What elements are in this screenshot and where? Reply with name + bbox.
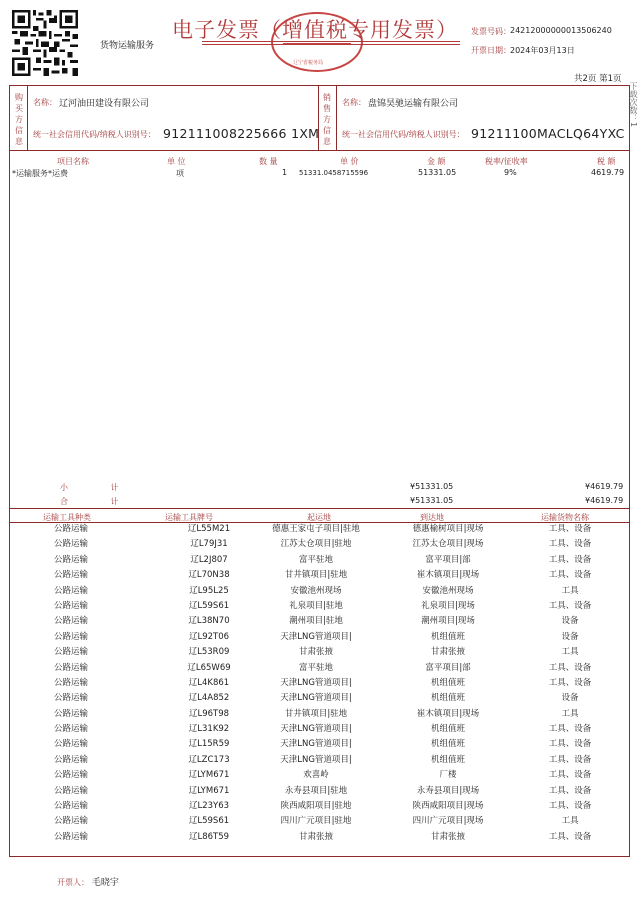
divider	[336, 85, 337, 150]
transport-goods: 工具、设备	[548, 785, 592, 796]
transport-to: 永寿县项目|现场	[416, 785, 480, 796]
issue-date: 2024年03月13日	[510, 46, 575, 55]
col-header-amount: 金 额	[427, 157, 446, 166]
transport-goods: 工具	[561, 585, 579, 596]
transport-type: 公路运输	[53, 600, 89, 611]
transport-goods: 工具、设备	[548, 677, 592, 688]
transport-plate: 辽L38N70	[188, 616, 230, 627]
buyer-name: 辽河油田建设有限公司	[59, 99, 150, 109]
seller-tax-label: 统一社会信用代码/纳税人识别号：	[342, 130, 465, 139]
transport-goods: 工具、设备	[548, 600, 592, 611]
transport-goods: 工具、设备	[548, 524, 592, 534]
transport-row	[10, 751, 629, 766]
buyer-tax-id: 912111008225666 1XM	[163, 126, 320, 141]
transport-plate: 辽L4A852	[188, 693, 230, 704]
transport-from: 安徽池州现场	[290, 585, 342, 596]
transport-from: 天津LNG管道项目|	[280, 724, 352, 735]
transport-to: 安徽池州现场	[422, 585, 474, 596]
col-header-price: 单 价	[340, 157, 359, 166]
transport-plate: 辽L2J807	[190, 554, 228, 565]
transport-from: 甘井镇项目|驻地	[284, 570, 348, 581]
buyer-name-label: 名称：	[33, 98, 57, 107]
invoice-number: 24212000000013506240	[510, 26, 612, 35]
title-underline	[202, 41, 460, 42]
transport-to: 机组值班	[430, 724, 466, 735]
transport-goods: 工具、设备	[548, 754, 592, 765]
transport-to: 江苏太仓项目|现场	[412, 539, 484, 550]
transport-plate: 辽L95L25	[189, 585, 229, 596]
transport-type: 公路运输	[53, 539, 89, 550]
transport-from: 四川广元项目|驻地	[280, 816, 352, 827]
transport-plate: 辽L70N38	[188, 570, 230, 581]
transport-row	[10, 689, 629, 704]
transport-type: 公路运输	[53, 785, 89, 796]
transport-goods: 设备	[561, 616, 579, 627]
transport-row	[10, 566, 629, 581]
transport-from: 天津LNG管道项目|	[280, 739, 352, 750]
transport-type: 公路运输	[53, 524, 89, 534]
issuer-name: 毛晓宇	[91, 878, 119, 888]
transport-plate: 辽L23Y63	[188, 801, 230, 812]
transport-to: 礼泉项目|现场	[421, 600, 475, 611]
transport-plate: 辽L86T59	[188, 831, 230, 842]
transport-to: 机组值班	[430, 739, 466, 750]
transport-to: 德惠榆树项目|现场	[412, 524, 484, 534]
item-qty: 1	[282, 168, 288, 177]
transport-goods: 工具	[561, 647, 579, 658]
issuer-label: 开票人：	[57, 878, 89, 887]
transport-plate: 辽L65W69	[187, 662, 231, 673]
seal-text: 辽宁省税务局	[293, 60, 324, 66]
issuer	[57, 875, 119, 888]
transport-to: 机组值班	[430, 754, 466, 765]
transport-type: 公路运输	[53, 677, 89, 688]
transport-type: 公路运输	[53, 801, 89, 812]
col-header-unit: 单 位	[167, 157, 186, 166]
transport-goods: 工具、设备	[548, 554, 592, 565]
transport-type: 公路运输	[53, 570, 89, 581]
transport-row	[10, 720, 629, 735]
qr-code-icon	[12, 10, 78, 76]
transport-row	[10, 628, 629, 643]
transport-from: 天津LNG管道项目|	[280, 693, 352, 704]
transport-plate: 辽L53R09	[188, 647, 230, 658]
item-rate: 9%	[504, 168, 517, 177]
transport-row	[10, 520, 629, 535]
transport-type: 公路运输	[53, 739, 89, 750]
total-tax: ¥4619.79	[585, 496, 624, 505]
transport-from: 富平驻地	[298, 662, 334, 673]
buyer-tax-label: 统一社会信用代码/纳税人识别号：	[33, 130, 156, 139]
subtotal-amount: ¥51331.05	[410, 482, 454, 491]
item-price: 51331.0458715596	[299, 169, 369, 177]
transport-from: 潮州项目|驻地	[289, 616, 343, 627]
seller-name: 盘锦昊驰运输有限公司	[368, 99, 459, 109]
transport-row	[10, 766, 629, 781]
transport-type: 公路运输	[53, 770, 89, 781]
transport-goods: 工具、设备	[548, 801, 592, 812]
transport-row	[10, 612, 629, 627]
subtotal-tax: ¥4619.79	[585, 482, 624, 491]
invoice-subtitle: 货物运输服务	[100, 41, 155, 51]
transport-row	[10, 643, 629, 658]
transport-to: 厂楼	[439, 770, 457, 781]
transport-header-type: 运输工具种类	[43, 513, 91, 522]
transport-plate: 辽L96T98	[188, 708, 230, 719]
transport-table	[10, 520, 629, 843]
transport-row	[10, 782, 629, 797]
buyer-section-label: 购 买 方 信 息	[15, 93, 23, 146]
col-header-qty: 数 量	[259, 157, 278, 166]
transport-type: 公路运输	[53, 831, 89, 842]
item-tax: 4619.79	[591, 168, 625, 177]
transport-from: 德惠王家屯子项目|驻地	[272, 524, 360, 534]
transport-row	[10, 828, 629, 843]
seller-tax-id: 91211100MACLQ64YXC	[471, 126, 625, 141]
transport-row	[10, 705, 629, 720]
transport-plate: 辽L15R59	[188, 739, 230, 750]
transport-plate: 辽L59S61	[188, 816, 230, 827]
transport-goods: 工具	[561, 816, 579, 827]
issue-date-label: 开票日期：	[471, 46, 511, 55]
transport-goods: 工具、设备	[548, 570, 592, 581]
transport-row	[10, 659, 629, 674]
transport-goods: 设备	[561, 693, 579, 704]
transport-goods: 工具	[561, 708, 579, 719]
transport-goods: 设备	[561, 631, 579, 642]
transport-goods: 工具、设备	[548, 724, 592, 735]
transport-plate: 辽L92T06	[188, 631, 230, 642]
seller-section-label: 销 售 方 信 息	[323, 93, 331, 146]
transport-header-goods: 运输货物名称	[541, 513, 589, 522]
transport-from: 江苏太仓项目|驻地	[280, 539, 352, 550]
transport-to: 富平项目|部	[425, 662, 471, 673]
transport-to: 富平项目|部	[425, 554, 471, 565]
transport-type: 公路运输	[53, 708, 89, 719]
transport-plate: 辽LYM671	[188, 785, 230, 796]
transport-from: 天津LNG管道项目|	[280, 677, 352, 688]
download-count: 下载次数：1	[629, 82, 638, 128]
transport-row	[10, 582, 629, 597]
transport-to: 崔木镇项目|现场	[416, 708, 480, 719]
transport-to: 甘肃张掖	[430, 647, 466, 658]
transport-goods: 工具、设备	[548, 831, 592, 842]
transport-type: 公路运输	[53, 616, 89, 627]
transport-from: 甘井镇项目|驻地	[284, 708, 348, 719]
transport-type: 公路运输	[53, 724, 89, 735]
transport-row	[10, 674, 629, 689]
transport-from: 富平驻地	[298, 554, 334, 565]
transport-plate: 辽L79J31	[190, 539, 228, 550]
transport-to: 甘肃张掖	[430, 831, 466, 842]
transport-goods: 工具、设备	[548, 539, 592, 550]
divider	[9, 508, 630, 509]
col-header-tax: 税 额	[597, 157, 616, 166]
transport-from: 天津LNG管道项目|	[280, 754, 352, 765]
total-amount: ¥51331.05	[410, 496, 454, 505]
transport-type: 公路运输	[53, 693, 89, 704]
transport-to: 潮州项目|现场	[421, 616, 475, 627]
transport-from: 甘肃张掖	[298, 831, 334, 842]
col-header-rate: 税率/征收率	[485, 157, 528, 166]
transport-to: 崔木镇项目|现场	[416, 570, 480, 581]
transport-from: 陕西咸阳项目|驻地	[280, 801, 352, 812]
subtotal-label: 小 计	[60, 483, 119, 492]
divider	[27, 85, 28, 150]
transport-plate: 辽LYM671	[188, 770, 230, 781]
total-label: 合 计	[60, 497, 119, 506]
transport-type: 公路运输	[53, 647, 89, 658]
title-underline	[202, 44, 460, 45]
item-name: *运输服务*运费	[12, 169, 68, 178]
transport-row	[10, 812, 629, 827]
transport-from: 欢喜岭	[303, 770, 329, 781]
transport-goods: 工具、设备	[548, 770, 592, 781]
transport-plate: 辽L55M21	[187, 524, 231, 534]
transport-type: 公路运输	[53, 631, 89, 642]
page-indicator: 共2页 第1页	[574, 74, 622, 84]
transport-to: 四川广元项目|现场	[412, 816, 484, 827]
invoice-number-label: 发票号码：	[471, 27, 511, 36]
transport-header-from: 起运地	[307, 513, 331, 522]
transport-from: 甘肃张掖	[298, 647, 334, 658]
transport-row	[10, 597, 629, 612]
transport-goods: 工具、设备	[548, 739, 592, 750]
transport-type: 公路运输	[53, 754, 89, 765]
item-unit: 项	[176, 169, 184, 178]
transport-type: 公路运输	[53, 554, 89, 565]
transport-header-plate: 运输工具牌号	[165, 513, 213, 522]
transport-type: 公路运输	[53, 585, 89, 596]
transport-to: 机组值班	[430, 693, 466, 704]
transport-plate: 辽L31K92	[188, 724, 230, 735]
transport-to: 陕西咸阳项目|现场	[412, 801, 484, 812]
item-amount: 51331.05	[418, 168, 457, 177]
transport-plate: 辽L59S61	[188, 600, 230, 611]
transport-row	[10, 735, 629, 750]
transport-row	[10, 797, 629, 812]
col-header-name: 项目名称	[57, 157, 89, 166]
transport-header-to: 到达地	[420, 513, 444, 522]
transport-row	[10, 551, 629, 566]
transport-to: 机组值班	[430, 631, 466, 642]
transport-from: 永寿县项目|驻地	[284, 785, 348, 796]
transport-plate: 辽L4K861	[188, 677, 230, 688]
invoice-title: 电子发票（增值税专用发票）	[172, 18, 458, 42]
transport-to: 机组值班	[430, 677, 466, 688]
divider	[9, 150, 630, 151]
transport-type: 公路运输	[53, 816, 89, 827]
transport-from: 礼泉项目|驻地	[289, 600, 343, 611]
transport-type: 公路运输	[53, 662, 89, 673]
seller-name-label: 名称：	[342, 98, 366, 107]
transport-from: 天津LNG管道项目|	[280, 631, 352, 642]
transport-row	[10, 535, 629, 550]
transport-plate: 辽LZC173	[188, 754, 230, 765]
transport-goods: 工具、设备	[548, 662, 592, 673]
